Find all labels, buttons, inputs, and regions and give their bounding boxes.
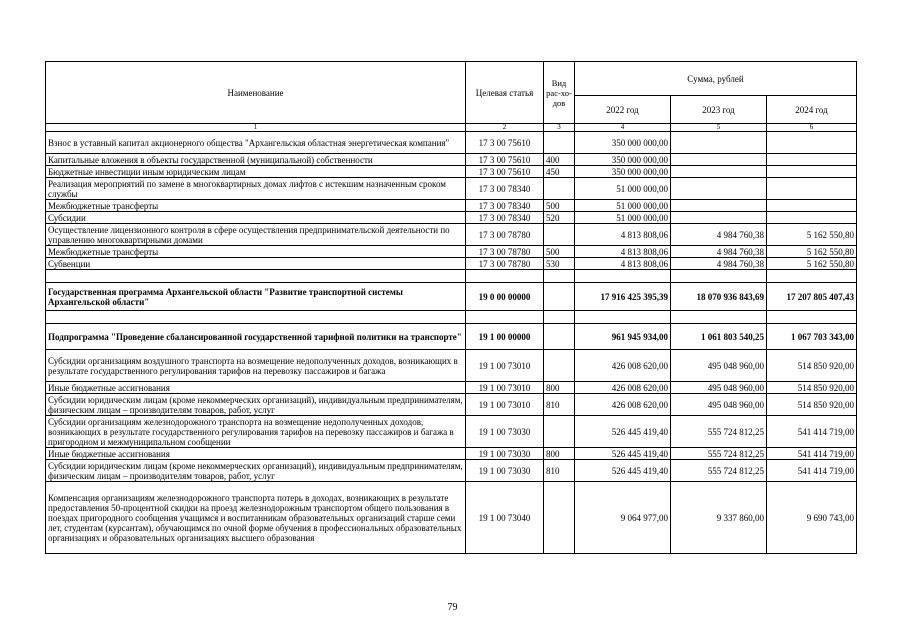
row-amount-2023: 4 984 760,38 [671, 224, 767, 246]
row-name: Иные бюджетные ассигнования [46, 382, 466, 394]
row-amount-2023: 495 048 960,00 [671, 350, 767, 382]
row-amount-2022: 526 445 419,40 [575, 460, 671, 482]
row-amount-2023: 4 984 760,38 [671, 246, 767, 258]
row-expense-type: 450 [544, 166, 575, 178]
row-amount-2024: 514 850 920,00 [767, 382, 857, 394]
row-amount-2023 [671, 154, 767, 166]
row-target-code: 17 3 00 78340 [466, 200, 544, 212]
row-amount-2023: 18 070 936 843,69 [671, 283, 767, 311]
row-expense-type [544, 482, 575, 554]
row-name: Субсидии [46, 212, 466, 224]
row-target-code: 17 3 00 78340 [466, 178, 544, 200]
column-number: 6 [767, 124, 857, 132]
row-name: Бюджетные инвестиции иным юридическим лицам [46, 166, 466, 178]
row-amount-2022: 51 000 000,00 [575, 212, 671, 224]
table-row [46, 154, 857, 166]
spacer-row [46, 270, 857, 283]
row-expense-type: 800 [544, 448, 575, 460]
row-name: Осуществление лицензионного контроля в сфере осуществления предпринимательской деятельности по управлению многоквартирными домами [46, 224, 466, 246]
table-row [46, 224, 857, 246]
row-amount-2024: 541 414 719,00 [767, 416, 857, 448]
row-amount-2022: 51 000 000,00 [575, 200, 671, 212]
table-row [46, 460, 857, 482]
row-amount-2022: 9 064 977,00 [575, 482, 671, 554]
row-expense-type [544, 350, 575, 382]
row-amount-2024: 1 067 703 343,00 [767, 324, 857, 350]
row-amount-2023 [671, 200, 767, 212]
row-target-code: 17 3 00 75610 [466, 132, 544, 154]
row-amount-2022: 426 008 620,00 [575, 350, 671, 382]
row-amount-2022: 350 000 000,00 [575, 154, 671, 166]
column-number: 2 [466, 124, 544, 132]
row-amount-2022: 526 445 419,40 [575, 416, 671, 448]
row-amount-2023: 555 724 812,25 [671, 416, 767, 448]
table-row [46, 394, 857, 416]
row-target-code: 19 0 00 00000 [466, 283, 544, 311]
row-expense-type [544, 132, 575, 154]
row-expense-type: 530 [544, 258, 575, 270]
header-year-2022: 2022 год [575, 96, 671, 124]
row-expense-type: 800 [544, 382, 575, 394]
column-number: 5 [671, 124, 767, 132]
row-target-code: 17 3 00 78340 [466, 212, 544, 224]
spacer-cell [767, 270, 857, 283]
row-amount-2024: 541 414 719,00 [767, 460, 857, 482]
table-row-program [46, 283, 857, 311]
row-expense-type: 810 [544, 460, 575, 482]
row-amount-2024: 514 850 920,00 [767, 394, 857, 416]
row-name: Межбюджетные трансферты [46, 246, 466, 258]
row-amount-2023: 1 061 803 540,25 [671, 324, 767, 350]
page-number: 79 [447, 602, 458, 613]
row-name: Подпрограмма "Проведение сбалансированной государственной тарифной политики на транспорте" [46, 324, 466, 350]
header-expense-type: Вид рас-хо-дов [544, 62, 575, 124]
row-amount-2024: 5 162 550,80 [767, 224, 857, 246]
table-row [46, 132, 857, 154]
table-row [46, 212, 857, 224]
table-row [46, 482, 857, 554]
column-number: 1 [46, 124, 466, 132]
spacer-cell [544, 270, 575, 283]
row-amount-2024: 17 207 805 407,43 [767, 283, 857, 311]
table-row [46, 448, 857, 460]
row-expense-type: 500 [544, 246, 575, 258]
row-target-code: 17 3 00 78780 [466, 246, 544, 258]
row-expense-type: 400 [544, 154, 575, 166]
row-amount-2023: 9 337 860,00 [671, 482, 767, 554]
row-target-code: 19 1 00 73010 [466, 382, 544, 394]
row-expense-type [544, 283, 575, 311]
spacer-cell [671, 270, 767, 283]
row-expense-type: 810 [544, 394, 575, 416]
row-expense-type [544, 178, 575, 200]
row-name: Межбюджетные трансферты [46, 200, 466, 212]
row-amount-2023: 555 724 812,25 [671, 448, 767, 460]
row-amount-2023: 4 984 760,38 [671, 258, 767, 270]
row-target-code: 17 3 00 78780 [466, 224, 544, 246]
row-name: Государственная программа Архангельской области "Развитие транспортной системы Архангельской области" [46, 283, 466, 311]
row-amount-2023 [671, 178, 767, 200]
row-amount-2023: 495 048 960,00 [671, 394, 767, 416]
row-target-code: 17 3 00 75610 [466, 166, 544, 178]
header-year-2024: 2024 год [767, 96, 857, 124]
table-row [46, 166, 857, 178]
row-amount-2022: 350 000 000,00 [575, 166, 671, 178]
row-target-code: 19 1 00 73030 [466, 460, 544, 482]
row-amount-2024 [767, 166, 857, 178]
row-target-code: 19 1 00 73010 [466, 350, 544, 382]
row-amount-2022: 51 000 000,00 [575, 178, 671, 200]
row-amount-2024: 514 850 920,00 [767, 350, 857, 382]
spacer-cell [544, 311, 575, 324]
budget-table [45, 61, 857, 554]
row-name: Субсидии организациям железнодорожного транспорта на возмещение недополученных доходов, возникающих в результате государственного регулирования тарифов на перевозку пассажиров и багажа в пригородном и межмуниципальном сообщении [46, 416, 466, 448]
row-amount-2023 [671, 132, 767, 154]
spacer-cell [46, 311, 466, 324]
spacer-cell [466, 311, 544, 324]
header-sum: Сумма, рублей [575, 62, 857, 96]
row-amount-2023: 495 048 960,00 [671, 382, 767, 394]
row-amount-2022: 426 008 620,00 [575, 382, 671, 394]
row-target-code: 17 3 00 78780 [466, 258, 544, 270]
row-amount-2022: 4 813 808,06 [575, 246, 671, 258]
row-amount-2022: 350 000 000,00 [575, 132, 671, 154]
row-amount-2023 [671, 212, 767, 224]
row-name: Компенсация организациям железнодорожного транспорта потерь в доходах, возникающих в результате предоставления 50-процентной скидки на проезд железнодорожным транспортом общего пользования в поездах пригородного сообщения учащимся и воспитанникам образовательных организаций старше семи лет, студентам (курсантам), обучающимся по очной форме обучения в профессиональных образовательных организациях и образовательных организациях высшего образования [46, 482, 466, 554]
row-name: Взнос в уставный капитал акционерного общества "Архангельская областная энергетическая компания" [46, 132, 466, 154]
row-amount-2024: 9 690 743,00 [767, 482, 857, 554]
row-name: Субсидии организациям воздушного транспорта на возмещение недополученных доходов, возникающих в результате государственного регулирования тарифов на перевозку пассажиров и багажа [46, 350, 466, 382]
header-name: Наименование [46, 62, 466, 124]
row-expense-type [544, 324, 575, 350]
spacer-cell [466, 270, 544, 283]
row-expense-type [544, 416, 575, 448]
row-amount-2022: 526 445 419,40 [575, 448, 671, 460]
row-amount-2024 [767, 154, 857, 166]
row-amount-2023: 555 724 812,25 [671, 460, 767, 482]
row-amount-2024: 541 414 719,00 [767, 448, 857, 460]
row-target-code: 19 1 00 73030 [466, 448, 544, 460]
row-amount-2023 [671, 166, 767, 178]
row-expense-type: 500 [544, 200, 575, 212]
table-row [46, 382, 857, 394]
spacer-row [46, 311, 857, 324]
spacer-cell [671, 311, 767, 324]
table-row [46, 246, 857, 258]
row-amount-2024 [767, 178, 857, 200]
column-number: 4 [575, 124, 671, 132]
row-expense-type: 520 [544, 212, 575, 224]
row-amount-2024 [767, 212, 857, 224]
row-amount-2022: 17 916 425 395,39 [575, 283, 671, 311]
row-target-code: 19 1 00 00000 [466, 324, 544, 350]
row-target-code: 17 3 00 75610 [466, 154, 544, 166]
spacer-cell [575, 311, 671, 324]
header-year-2023: 2023 год [671, 96, 767, 124]
row-target-code: 19 1 00 73040 [466, 482, 544, 554]
spacer-cell [575, 270, 671, 283]
table-row-subprogram [46, 324, 857, 350]
column-number: 3 [544, 124, 575, 132]
spacer-cell [767, 311, 857, 324]
row-expense-type [544, 224, 575, 246]
row-amount-2024 [767, 200, 857, 212]
row-name: Субсидии юридическим лицам (кроме некоммерческих организаций), индивидуальным предпринимателям, физическим лицам – производителям товаров, работ, услуг [46, 460, 466, 482]
row-amount-2024: 5 162 550,80 [767, 246, 857, 258]
column-number-row [46, 124, 857, 132]
row-name: Иные бюджетные ассигнования [46, 448, 466, 460]
header-target-article: Целевая статья [466, 62, 544, 124]
row-amount-2022: 4 813 808,06 [575, 258, 671, 270]
row-name: Субвенции [46, 258, 466, 270]
table-row [46, 416, 857, 448]
row-amount-2024: 5 162 550,80 [767, 258, 857, 270]
table-row [46, 350, 857, 382]
spacer-cell [46, 270, 466, 283]
row-name: Капитальные вложения в объекты государственной (муниципальной) собственности [46, 154, 466, 166]
row-target-code: 19 1 00 73010 [466, 394, 544, 416]
row-name: Субсидии юридическим лицам (кроме некоммерческих организаций), индивидуальным предпринимателям, физическим лицам – производителям товаров, работ, услуг [46, 394, 466, 416]
table-row [46, 200, 857, 212]
row-amount-2022: 4 813 808,06 [575, 224, 671, 246]
row-target-code: 19 1 00 73030 [466, 416, 544, 448]
row-amount-2022: 961 945 934,00 [575, 324, 671, 350]
table-row [46, 178, 857, 200]
row-name: Реализация мероприятий по замене в многоквартирных домах лифтов с истекшим назначенным сроком службы [46, 178, 466, 200]
row-amount-2022: 426 008 620,00 [575, 394, 671, 416]
row-amount-2024 [767, 132, 857, 154]
table-row [46, 258, 857, 270]
